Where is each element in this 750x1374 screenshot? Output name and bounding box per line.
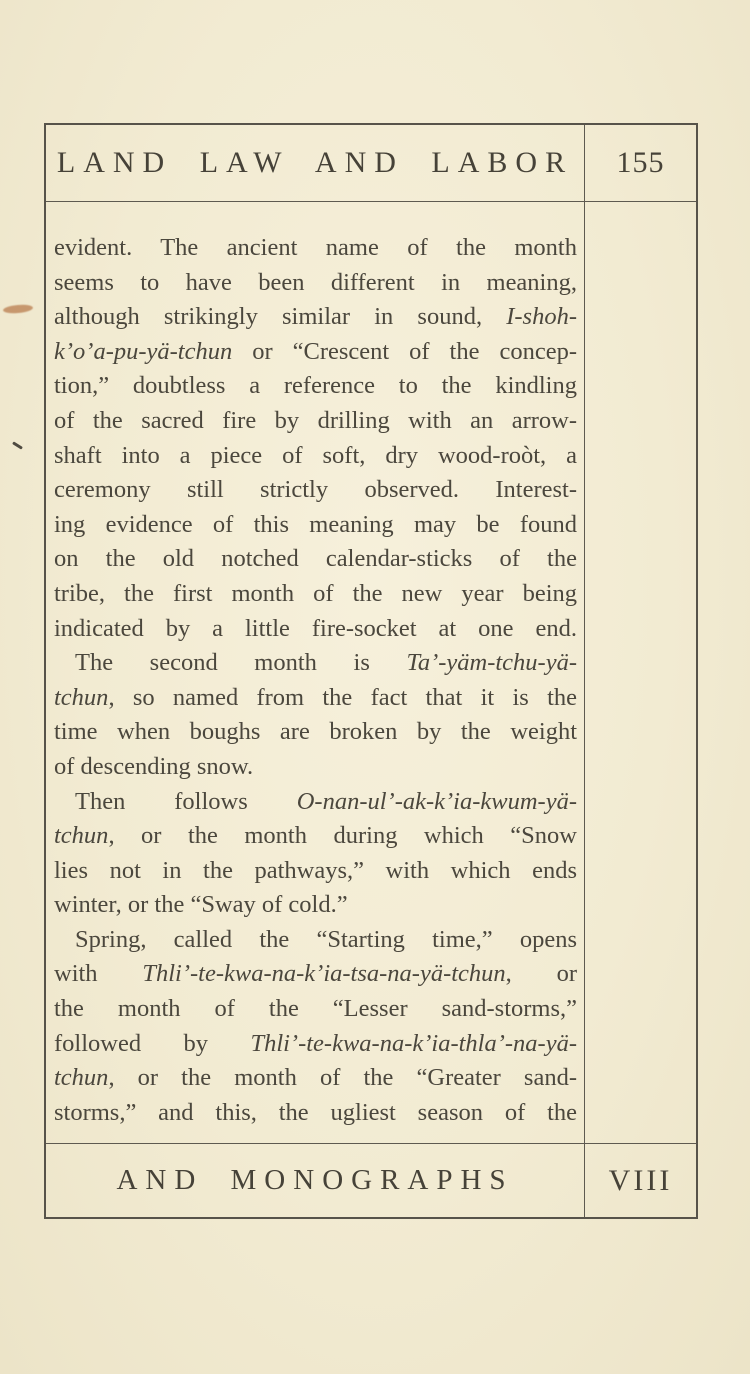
line-text: The second month is xyxy=(75,649,407,677)
footer-series-cell xyxy=(46,1144,584,1217)
line-text: of descending snow. xyxy=(54,752,254,780)
series-title: AND MONOGRAPHS xyxy=(116,1164,514,1196)
text-line xyxy=(54,335,577,370)
margin-smudge-mark xyxy=(3,304,34,315)
text-line xyxy=(54,577,577,612)
line-text: tribe, the first month of the new year being xyxy=(54,579,577,607)
line-text: , or the month during which “Snow xyxy=(108,822,577,850)
text-line xyxy=(54,715,577,750)
line-italic-text: O-nan-ul’-ak-k’ia-kwum-yä- xyxy=(296,787,577,815)
line-italic-text: I-shoh- xyxy=(506,303,577,331)
line-text: shaft into a piece of soft, dry wood-roòt, a xyxy=(54,441,577,469)
line-text: time when boughs are broken by the weight xyxy=(54,718,577,746)
text-line xyxy=(54,439,577,474)
text-line xyxy=(54,819,577,854)
line-text: , or xyxy=(505,960,577,988)
text-line xyxy=(54,854,577,889)
line-text: on the old notched calendar-sticks of the xyxy=(54,545,577,573)
line-text: although strikingly similar in sound, xyxy=(54,303,507,331)
text-column xyxy=(46,202,584,1143)
text-line xyxy=(54,785,577,820)
line-italic-text: tchun xyxy=(54,1064,109,1092)
margin-tick-mark xyxy=(12,441,23,449)
line-italic-text: tchun xyxy=(54,683,109,711)
line-italic-text: Ta’-yäm-tchu-yä- xyxy=(406,649,577,677)
line-text: storms,” and this, the ugliest season of the xyxy=(54,1098,577,1126)
text-line xyxy=(54,646,577,681)
page-header xyxy=(46,125,696,202)
line-text: with xyxy=(54,960,143,988)
line-text: tion,” doubtless a reference to the kindling xyxy=(54,372,577,400)
running-title: LAND LAW AND LABOR xyxy=(56,146,574,179)
volume-number: VIII xyxy=(608,1163,673,1197)
right-margin-column xyxy=(584,202,696,1143)
line-text: ceremony still strictly observed. Interest- xyxy=(54,476,577,504)
text-line xyxy=(54,404,577,439)
line-text: Then follows xyxy=(75,787,297,815)
text-line xyxy=(54,923,577,958)
line-text: evident. The ancient name of the month xyxy=(54,234,577,261)
line-text: Spring, called the “Starting time,” opens xyxy=(75,925,577,953)
text-line xyxy=(54,508,577,543)
text-line xyxy=(54,681,577,716)
text-line xyxy=(54,888,577,923)
line-text: the month of the “Lesser sand-storms,” xyxy=(54,995,577,1023)
header-page-number-cell xyxy=(584,125,696,201)
text-line xyxy=(54,957,577,992)
line-text: of the sacred fire by drilling with an arrow- xyxy=(54,406,577,434)
page-footer xyxy=(46,1143,696,1217)
line-text: , so named from the fact that it is the xyxy=(108,683,577,711)
line-text: or “Crescent of the concep- xyxy=(232,337,577,365)
text-line xyxy=(54,992,577,1027)
line-text: seems to have been different in meaning, xyxy=(54,268,577,296)
footer-volume-cell xyxy=(584,1144,696,1217)
text-line xyxy=(54,1061,577,1096)
text-line xyxy=(54,1096,577,1131)
page-number: 155 xyxy=(616,146,665,179)
text-line xyxy=(54,300,577,335)
line-text: lies not in the pathways,” with which ends xyxy=(54,856,577,884)
line-text: followed by xyxy=(54,1029,251,1057)
text-line xyxy=(54,266,577,301)
line-text: indicated by a little fire-socket at one end. xyxy=(54,614,577,642)
text-line xyxy=(54,473,577,508)
text-line xyxy=(54,542,577,577)
page-body xyxy=(46,202,696,1143)
text-line xyxy=(54,1027,577,1062)
line-italic-text: Thli’-te-kwa-na-k’ia-thla’-na-yä- xyxy=(250,1029,577,1057)
line-italic-text: Thli’-te-kwa-na-k’ia-tsa-na-yä-tchun xyxy=(142,960,506,988)
line-text: , or the month of the “Greater sand- xyxy=(108,1064,577,1092)
line-italic-text: k’o’a-pu-yä-tchun xyxy=(54,337,233,365)
text-line xyxy=(54,231,577,266)
page-frame xyxy=(44,123,698,1219)
line-text: ing evidence of this meaning may be found xyxy=(54,510,577,538)
header-title-cell xyxy=(46,125,584,201)
line-italic-text: tchun xyxy=(54,822,109,850)
line-text: winter, or the “Sway of cold.” xyxy=(54,891,348,919)
text-line xyxy=(54,612,577,647)
text-line xyxy=(54,369,577,404)
text-line xyxy=(54,750,577,785)
